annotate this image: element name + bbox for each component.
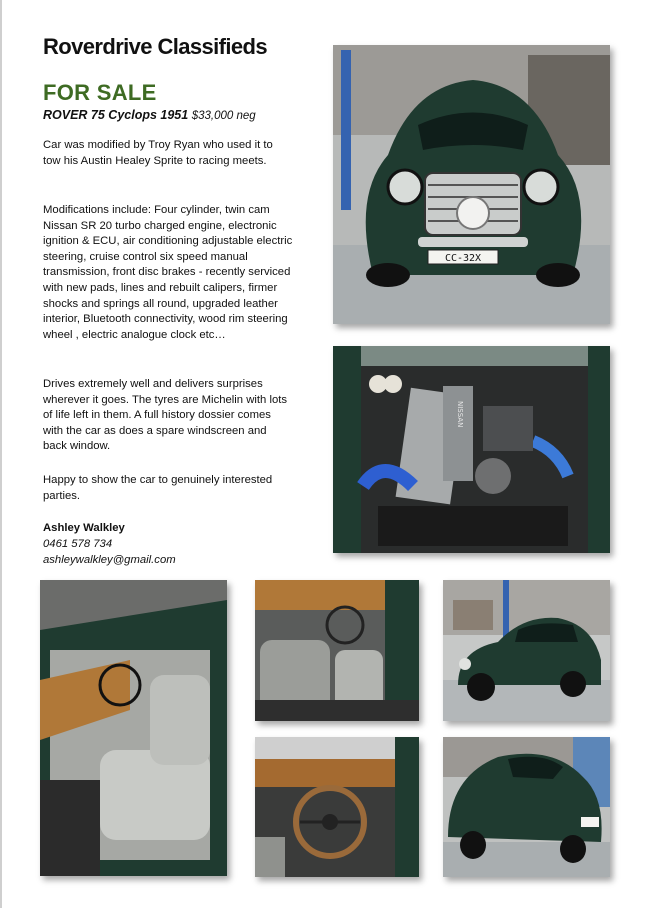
engine-cover-text: NISSAN [456,401,464,428]
photo-car-side[interactable] [443,580,610,721]
photo-dashboard[interactable] [255,737,419,877]
for-sale-heading: FOR SALE [43,80,157,105]
car-model: ROVER 75 Cyclops 1951 [43,108,189,122]
contact-phone[interactable]: 0461 578 734 [43,538,113,550]
engine-bay-image [333,346,610,553]
contact-block [43,520,176,568]
photo-car-front[interactable] [333,45,610,324]
license-plate-text: CC-32X [444,253,482,264]
car-price: $33,000 neg [191,110,256,122]
viewing-paragraph: Happy to show the car to genuinely interested parties. [43,474,273,502]
dashboard-image [255,737,419,877]
photo-engine-bay[interactable] [333,346,610,553]
listing-subtitle [43,108,256,122]
modifications-paragraph: Modifications include: Four cylinder, twin cam Nissan SR 20 turbo charged engine, electronic ignition & ECU, air conditioning adjustable electric steering, cruise control six speed manual transmission, front disc brakes - recently serviced with new pads, lines and rebuilt calipers, firmer shocks and springs all round, upgraded leather interior, Bluetooth connectivity, wood rim steering wheel , electric analogue clock etc… [43,204,293,341]
page-edge [0,0,2,908]
interior-seats-image [255,580,419,721]
contact-name: Ashley Walkley [43,522,125,534]
photo-interior-side[interactable] [40,580,227,876]
page-title: Roverdrive Classifieds [43,34,268,59]
car-front-image [333,45,610,324]
car-rear-image [443,737,610,877]
photo-interior-seats[interactable] [255,580,419,721]
interior-side-image [40,580,227,876]
contact-email[interactable]: ashleywalkley@gmail.com [43,554,176,566]
car-side-image [443,580,610,721]
description-paragraph: Car was modified by Troy Ryan who used it to tow his Austin Healey Sprite to racing meets. [43,139,273,167]
driving-paragraph: Drives extremely well and delivers surprises wherever it goes. The tyres are Michelin with lots of life left in them. A full history dossier comes with the car as does a spare windscreen and back window. [43,378,288,453]
photo-car-rear[interactable] [443,737,610,877]
